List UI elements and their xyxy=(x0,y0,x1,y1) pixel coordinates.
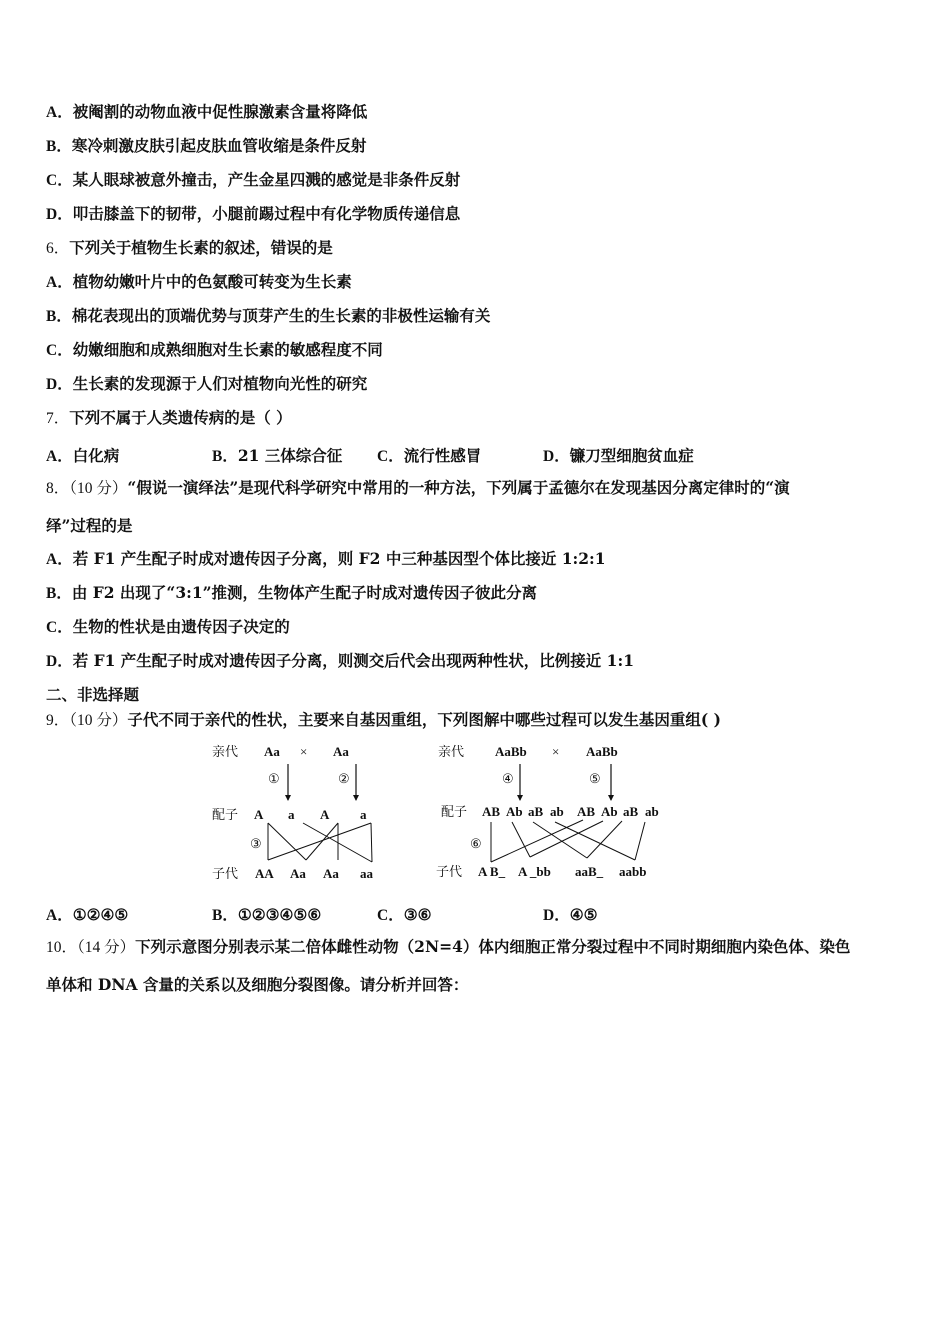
q8-option-a xyxy=(46,549,606,570)
offspring-genotype: aa xyxy=(360,866,373,881)
question-text: 下列不属于人类遗传病的是（ ） xyxy=(69,408,292,427)
option-label: C． xyxy=(377,907,404,924)
option-text: 幼嫩细胞和成熟细胞对生长素的敏感程度不同 xyxy=(72,340,383,359)
step-6-marker: ⑥ xyxy=(470,836,482,851)
offspring-genotype: A B_ xyxy=(478,864,506,879)
q9-stem xyxy=(46,710,721,731)
cross-symbol: × xyxy=(300,744,308,759)
option-label: A． xyxy=(46,551,73,568)
option-label: D． xyxy=(46,653,73,670)
offspring-label: 子代 xyxy=(436,865,463,880)
question-text: 单体和 DNA 含量的关系以及细胞分裂图像。请分析并回答： xyxy=(46,975,469,994)
question-number: 10． xyxy=(46,939,78,956)
question-score: （14 分） xyxy=(77,939,136,956)
gamete: Ab xyxy=(601,804,618,819)
gamete: AB xyxy=(577,804,596,819)
q5-option-c xyxy=(46,170,460,191)
parent-label: 亲代 xyxy=(212,745,239,760)
arrowhead-icon xyxy=(517,795,523,801)
offspring-label: 子代 xyxy=(212,867,239,882)
offspring-genotype: Aa xyxy=(290,866,306,881)
monohybrid-cross-diagram xyxy=(212,744,374,882)
q8-option-c xyxy=(46,617,290,638)
option-text: 由 F2 出现了“3:1”推测，生物体产生配子时成对遗传因子彼此分离 xyxy=(71,583,538,602)
step-3-marker: ③ xyxy=(250,836,262,851)
option-text: 流行性感冒 xyxy=(403,446,482,465)
q8-stem-line1 xyxy=(46,478,790,499)
question-text: “假说一演绎法”是现代科学研究中常用的一种方法，下列属于孟德尔在发现基因分离定律时的“演 xyxy=(127,478,790,497)
option-text: 镰刀型细胞贫血症 xyxy=(569,446,694,465)
option-label: B． xyxy=(212,907,238,924)
gamete: Ab xyxy=(506,804,523,819)
option-text: 叩击膝盖下的韧带，小腿前踢过程中有化学物质传递信息 xyxy=(72,204,461,223)
question-score: （10 分） xyxy=(69,712,128,729)
option-text: 植物幼嫩叶片中的色氨酸可转变为生长素 xyxy=(72,272,352,291)
parent-label: 亲代 xyxy=(438,745,465,760)
q5-option-a xyxy=(46,102,367,123)
option-label: A． xyxy=(46,448,73,465)
q10-stem-line2 xyxy=(46,975,468,995)
option-text: 棉花表现出的顶端优势与顶芽产生的生长素的非极性运输有关 xyxy=(71,306,491,325)
section-title xyxy=(46,685,139,705)
q7-option-a xyxy=(46,444,119,466)
parent2-genotype: AaBb xyxy=(586,744,618,759)
q9-option-d xyxy=(543,903,598,925)
option-label: C． xyxy=(46,342,73,359)
q8-option-d xyxy=(46,651,634,672)
q7-option-b xyxy=(212,444,342,466)
option-label: A． xyxy=(46,274,73,291)
option-label: A． xyxy=(46,907,73,924)
parent1-genotype: Aa xyxy=(264,744,280,759)
gamete: A xyxy=(254,807,264,822)
q8-stem-line2 xyxy=(46,516,132,536)
q6-option-c xyxy=(46,340,383,361)
option-text: ④⑤ xyxy=(569,905,598,924)
arrowhead-icon xyxy=(608,795,614,801)
option-label: D． xyxy=(46,206,73,223)
question-number: 7． xyxy=(46,410,70,427)
q6-option-b xyxy=(46,306,490,327)
question-number: 6． xyxy=(46,240,70,257)
question-score: （10 分） xyxy=(69,480,128,497)
step-5-marker: ⑤ xyxy=(589,771,601,786)
q10-stem-line1 xyxy=(46,937,850,958)
dihybrid-cross-diagram xyxy=(436,744,659,880)
gamete-label: 配子 xyxy=(441,805,468,820)
offspring-genotype: aaB_ xyxy=(575,864,604,879)
option-label: B． xyxy=(46,308,72,325)
arrowhead-icon xyxy=(285,795,291,801)
option-text: 白化病 xyxy=(72,446,120,465)
q6-stem xyxy=(46,238,333,259)
option-text: 被阉割的动物血液中促性腺激素含量将降低 xyxy=(72,102,368,121)
offspring-genotype: aabb xyxy=(619,864,647,879)
q9-option-c xyxy=(377,903,432,925)
gamete: ab xyxy=(645,804,659,819)
option-label: B． xyxy=(46,585,72,602)
q6-option-d xyxy=(46,374,367,395)
option-label: D． xyxy=(543,448,570,465)
gamete: ab xyxy=(550,804,564,819)
gamete: aB xyxy=(528,804,544,819)
question-text: 下列示意图分别表示某二倍体雌性动物（2N=4）体内细胞正常分裂过程中不同时期细胞内染色体、染色 xyxy=(135,937,851,956)
option-label: A． xyxy=(46,104,73,121)
option-label: D． xyxy=(46,376,73,393)
option-text: ①②④⑤ xyxy=(72,905,129,924)
option-text: 某人眼球被意外撞击，产生金星四溅的感觉是非条件反射 xyxy=(72,170,461,189)
question-number: 8． xyxy=(46,480,70,497)
option-label: C． xyxy=(377,448,404,465)
option-text: 若 F1 产生配子时成对遗传因子分离，则 F2 中三种基因型个体比接近 1:2:1 xyxy=(72,549,606,568)
cross-symbol: × xyxy=(552,744,560,759)
arrowhead-icon xyxy=(353,795,359,801)
option-text: 寒冷刺激皮肤引起皮肤血管收缩是条件反射 xyxy=(71,136,367,155)
parent2-genotype: Aa xyxy=(333,744,349,759)
gamete: a xyxy=(360,807,367,822)
parent1-genotype: AaBb xyxy=(495,744,527,759)
option-text: 生物的性状是由遗传因子决定的 xyxy=(72,617,290,636)
option-text: 若 F1 产生配子时成对遗传因子分离，则测交后代会出现两种性状，比例接近 1:1 xyxy=(72,651,634,670)
option-label: B． xyxy=(46,138,72,155)
option-text: 生长素的发现源于人们对植物向光性的研究 xyxy=(72,374,368,393)
question-text: 绎”过程的是 xyxy=(46,516,133,535)
option-text: ①②③④⑤⑥ xyxy=(237,905,322,924)
fertilization-lines xyxy=(491,820,645,862)
fertilization-lines xyxy=(268,823,372,862)
q8-option-b xyxy=(46,583,537,604)
step-4-marker: ④ xyxy=(502,771,514,786)
offspring-genotype: A _bb xyxy=(518,864,551,879)
q5-option-b xyxy=(46,136,366,157)
q7-stem xyxy=(46,408,292,429)
option-label: B． xyxy=(212,448,238,465)
option-label: D． xyxy=(543,907,570,924)
question-text: 子代不同于亲代的性状，主要来自基因重组，下列图解中哪些过程可以发生基因重组( ) xyxy=(127,710,721,729)
q7-option-c xyxy=(377,444,481,466)
q7-option-d xyxy=(543,444,694,466)
question-number: 9． xyxy=(46,712,70,729)
section-heading: 二、非选择题 xyxy=(46,685,140,704)
q9-option-b xyxy=(212,903,321,925)
gamete: A xyxy=(320,807,330,822)
option-label: C． xyxy=(46,172,73,189)
offspring-genotype: AA xyxy=(255,866,274,881)
question-text: 下列关于植物生长素的叙述，错误的是 xyxy=(69,238,333,257)
offspring-genotype: Aa xyxy=(323,866,339,881)
option-label: C． xyxy=(46,619,73,636)
step-1-marker: ① xyxy=(268,771,280,786)
gamete: aB xyxy=(623,804,639,819)
gamete: a xyxy=(288,807,295,822)
q6-option-a xyxy=(46,272,352,293)
option-text: 21 三体综合征 xyxy=(237,446,343,465)
gamete-label: 配子 xyxy=(212,808,239,823)
gamete: AB xyxy=(482,804,501,819)
option-text: ③⑥ xyxy=(403,905,432,924)
step-2-marker: ② xyxy=(338,771,350,786)
q5-option-d xyxy=(46,204,460,225)
q9-option-a xyxy=(46,903,128,925)
